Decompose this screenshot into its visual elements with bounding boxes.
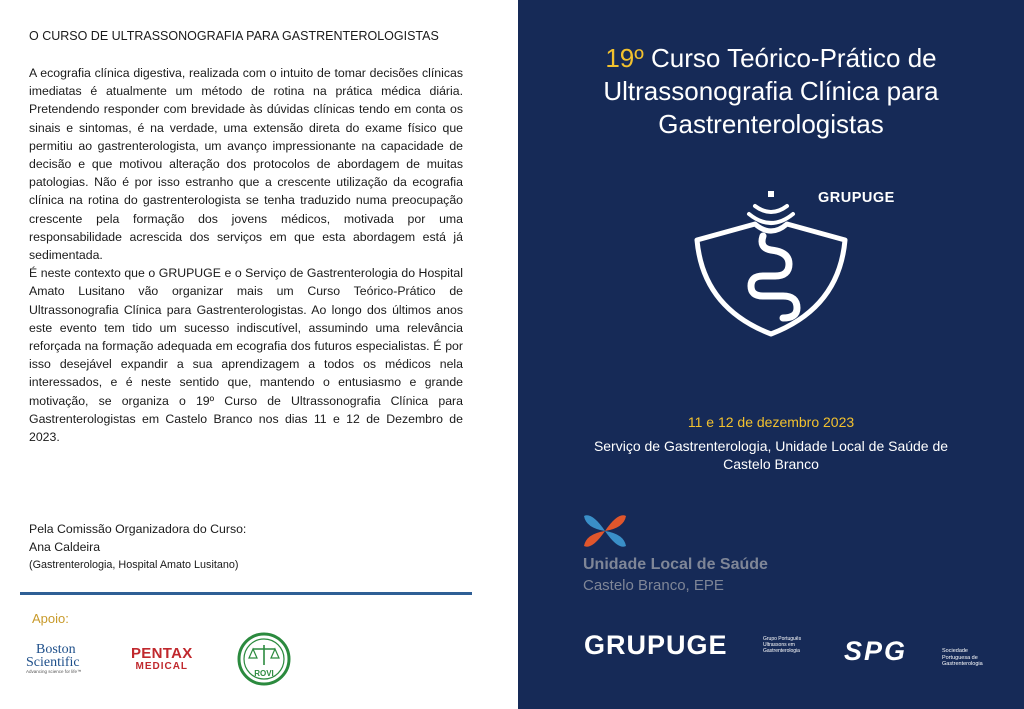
- spg-sub-line3: Gastrenterologia: [942, 661, 983, 667]
- course-date: 11 e 12 de dezembro 2023: [687, 414, 855, 430]
- rovi-logo: [237, 632, 291, 686]
- title-line2: Ultrassonografia Clínica para: [603, 76, 939, 106]
- course-description: [29, 64, 463, 446]
- grupuge-emblem-label: GRUPUGE: [818, 190, 895, 206]
- section-heading: O CURSO DE ULTRASSONOGRAFIA PARA GASTRENTEROLOGISTAS: [29, 29, 439, 43]
- paragraph-1: A ecografia clínica digestiva, realizada com o intuito de tomar decisões clínicas imediatas é atualmente um método de rotina na prática médica diária. Pretendendo responder com brevidade às dúvidas clínicas tendo em conta os sinais e sintomas, é na verdade, uma extensão direta do exame físico que permitiu ao gastrenterologista, um avanço impressionante na capacidade de decisão e que motivou alteração dos protocolos de abordagem de muitas patologias. Não é por isso estranho que a crescente utilização da ecografia clínica na rotina do gastrenterologista se tenha traduzido numa preocupação crescente pela formação dos jovens médicos, motivada por uma responsabilidade acrescida dos serviços em que esta abordagem está já sedimentada.: [29, 66, 463, 263]
- uls-logo-line1: Unidade Local de Saúde: [583, 556, 768, 573]
- grupuge-logo: GRUPUGE: [584, 630, 728, 660]
- boston-logo-tagline: Advancing science for life™: [26, 669, 82, 674]
- divider-line: [20, 592, 472, 595]
- course-number: 19º: [605, 43, 644, 73]
- grupuge-sub-line3: Gastrenterologia: [763, 648, 800, 654]
- boston-logo-line2: Scientific: [26, 655, 80, 670]
- grupuge-intestine-emblem: [689, 188, 853, 338]
- spg-sub-line2: Portuguesa de: [942, 654, 978, 661]
- title-line1: Curso Teórico-Prático de: [643, 43, 937, 73]
- boston-logo-line1: Boston: [36, 642, 76, 657]
- pentax-logo-line2: MEDICAL: [135, 661, 189, 672]
- signature-affiliation: (Gastrenterologia, Hospital Amato Lusitano): [29, 559, 239, 571]
- support-label: Apoio:: [32, 611, 69, 626]
- grupuge-logo-subtitle: [763, 636, 801, 654]
- title-line3: Gastrenterologistas: [658, 109, 884, 139]
- pentax-logo-line1: PENTAX: [131, 645, 193, 662]
- venue-line2: Castelo Branco: [723, 456, 819, 472]
- uls-logo-line2: Castelo Branco, EPE: [583, 577, 724, 594]
- uls-butterfly-icon: [582, 510, 628, 552]
- signature-block: [29, 520, 246, 574]
- spg-sub-line1: Sociedade: [942, 648, 968, 654]
- course-venue: [518, 437, 1024, 473]
- boston-scientific-logo: [26, 643, 82, 675]
- grupuge-sub-line1: Grupo Português: [763, 636, 802, 642]
- signature-intro: Pela Comissão Organizadora do Curso:: [29, 522, 247, 536]
- rovi-logo-text: ROVI: [254, 669, 274, 678]
- spg-logo-subtitle: [942, 648, 983, 668]
- spg-logo: SPG: [844, 636, 908, 666]
- course-title: [518, 42, 1024, 141]
- venue-line1: Serviço de Gastrenterologia, Unidade Local de Saúde de: [593, 438, 949, 454]
- signature-name: Ana Caldeira: [29, 540, 101, 554]
- paragraph-2: É neste contexto que o GRUPUGE e o Serviço de Gastrenterologia do Hospital Amato Lusitano vão organizar mais um Curso Teórico-Prático de Ultrassonografia Clínica para Gastrenterologistas. Ao longo dos últimos anos este evento tem tido um sucesso indiscutível, assumindo uma relevância reforçada na formação adequada em ecografia dos futuros especialistas. É por isso desejável expandir a sua aprendizagem a todos os médicos nela interessados, e é neste sentido que, mantendo o entusiasmo e grande motivação, se organiza o 19º Curso de Ultrassonografia Clínica para Gastrenterologistas em Castelo Branco nos dias 11 e 12 de Dezembro de 2023.: [29, 266, 463, 445]
- pentax-medical-logo: [131, 646, 193, 673]
- grupuge-sub-line2: Ultrassons em: [763, 642, 795, 648]
- course-cover-panel: [518, 0, 1024, 709]
